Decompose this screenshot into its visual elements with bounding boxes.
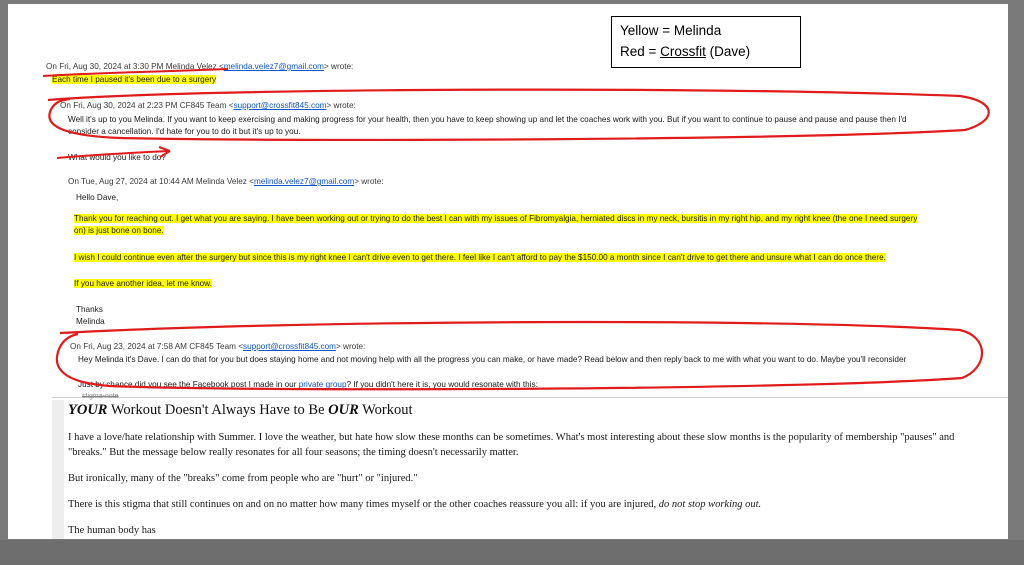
- article-paragraph-1: I have a love/hate relationship with Summer. I love the weather, but hate how slow these months can be sometimes. What's most interesting about these slow months is the popularity of membership "pauses" and "breaks." But the message below really resonates for all four seasons; the timing doesn't necessarily matter.: [68, 432, 955, 458]
- msg1-header: [46, 62, 606, 71]
- strikethrough-note: stigma-note: [82, 393, 119, 400]
- msg3-header-pre: On Tue, Aug 27, 2024 at 10:44 AM Melinda Velez <: [68, 177, 254, 186]
- msg4-header-post: > wrote:: [335, 342, 366, 351]
- legend-red-name: Crossfit: [660, 43, 706, 59]
- msg3-para3-text: If you have another idea, let me know.: [74, 279, 212, 288]
- msg2-question: What would you like to do?: [68, 153, 166, 162]
- msg3-para1: [74, 213, 974, 238]
- msg3-para1-line1: Thank you for reaching out. I get what you are saying. I have been working out or trying to do the best I can with my issues of Fibromyalgia, herniated discs in my neck, bursitis in my right hip, and my right knee (the one I need surgery: [74, 214, 918, 223]
- private-group-link[interactable]: private group: [298, 380, 347, 389]
- msg3-para3: [74, 278, 212, 290]
- msg4-header-pre: On Fri, Aug 23, 2024 at 7:58 AM CF845 Team <: [70, 342, 244, 351]
- article-title: [68, 402, 968, 419]
- msg3-para2: [74, 252, 974, 264]
- legend-line-red: [620, 42, 792, 63]
- article-p3-pre: There is this stigma that still continues on and on no matter how many times myself or the other coaches reassure you all: if you are injured,: [68, 498, 659, 510]
- msg4-header: [70, 342, 690, 351]
- article-paragraph-3: [68, 498, 968, 513]
- article-title-part4: Workout: [358, 402, 413, 418]
- msg3-header-post: > wrote:: [354, 177, 384, 186]
- article-title-part2: Workout Doesn't Always Have to Be: [107, 402, 329, 418]
- msg3-header: [68, 177, 688, 186]
- legend-yellow-name: Melinda: [673, 23, 722, 38]
- msg2-body: [68, 114, 968, 139]
- article-paragraph-4: The human body has: [68, 524, 156, 536]
- article-title-part1: YOUR: [68, 402, 108, 418]
- quote-rail: [52, 400, 64, 539]
- msg2-header-post: > wrote:: [326, 101, 356, 110]
- msg3-greeting: Hello Dave,: [76, 193, 119, 202]
- msg1-highlighted-line: Each time I paused it's been due to a surgery: [52, 75, 217, 84]
- msg2-line-2: consider a cancellation. I'd hate for you to do it but it's up to you.: [68, 127, 301, 137]
- msg1-email-link[interactable]: melinda.velez7@gmail.com: [223, 62, 324, 71]
- msg1-body: [52, 74, 216, 86]
- msg4-line2-pre: Just by chance did you see the Facebook post I made in our: [78, 380, 299, 389]
- msg4-line-2: [78, 379, 978, 391]
- msg3-para2-line1: I wish I could continue even after the surgery but since this is my right knee I can't drive even to get there. I feel like I can't afford to pay the $150.00 a month since I can't drive to get there and unsure what I can do once there.: [74, 253, 886, 262]
- section-divider: [52, 397, 1008, 398]
- msg2-line-1: Well it's up to you Melinda. If you want to keep exercising and making progress for your health, then you have to keep showing up and let the coaches work with you. But if you want to continue to pause and pause and pause then I'd: [68, 115, 907, 124]
- article-title-part3: OUR: [328, 402, 359, 418]
- legend-line-yellow: [620, 21, 792, 42]
- msg2-header: [60, 101, 660, 110]
- msg3-signoff: [76, 304, 105, 329]
- msg4-email-link[interactable]: support@crossfit845.com: [243, 342, 336, 351]
- article-p3-emphasis: do not stop working out.: [658, 498, 762, 510]
- msg3-email-link[interactable]: melinda.velez7@gmail.com: [253, 177, 355, 186]
- msg1-header-post: > wrote:: [323, 62, 354, 71]
- window-bottom-bar: [0, 540, 1024, 565]
- legend-red-prefix: Red =: [620, 43, 661, 59]
- msg2-header-pre: On Fri, Aug 30, 2024 at 2:23 PM CF845 Team <: [60, 101, 234, 110]
- msg2-email-link[interactable]: support@crossfit845.com: [233, 101, 327, 110]
- article-paragraph-2: But ironically, many of the "breaks" come from people who are "hurt" or "injured.": [68, 472, 418, 484]
- msg4-line2-post: ? If you didn't here it is, you would resonate with this:: [346, 380, 538, 389]
- legend-red-suffix: (Dave): [705, 43, 751, 59]
- msg4-line-1: Hey Melinda it's Dave. I can do that for you but does staying home and not moving help with all the progress you can make, or have made? Read below and then reply back to me with what you want to do. Maybe you'll reconsider: [78, 355, 907, 364]
- msg3-signoff-thanks: Thanks: [76, 305, 103, 314]
- article-block: [68, 402, 968, 561]
- msg3-para1-line2: on) is just bone on bone.: [74, 226, 164, 236]
- msg3-signoff-name: Melinda: [76, 317, 105, 327]
- legend-box: [611, 16, 801, 68]
- document-page: [8, 4, 1008, 539]
- legend-yellow-prefix: Yellow =: [620, 23, 674, 38]
- msg1-header-pre: On Fri, Aug 30, 2024 at 3:30 PM Melinda Velez <: [46, 62, 224, 71]
